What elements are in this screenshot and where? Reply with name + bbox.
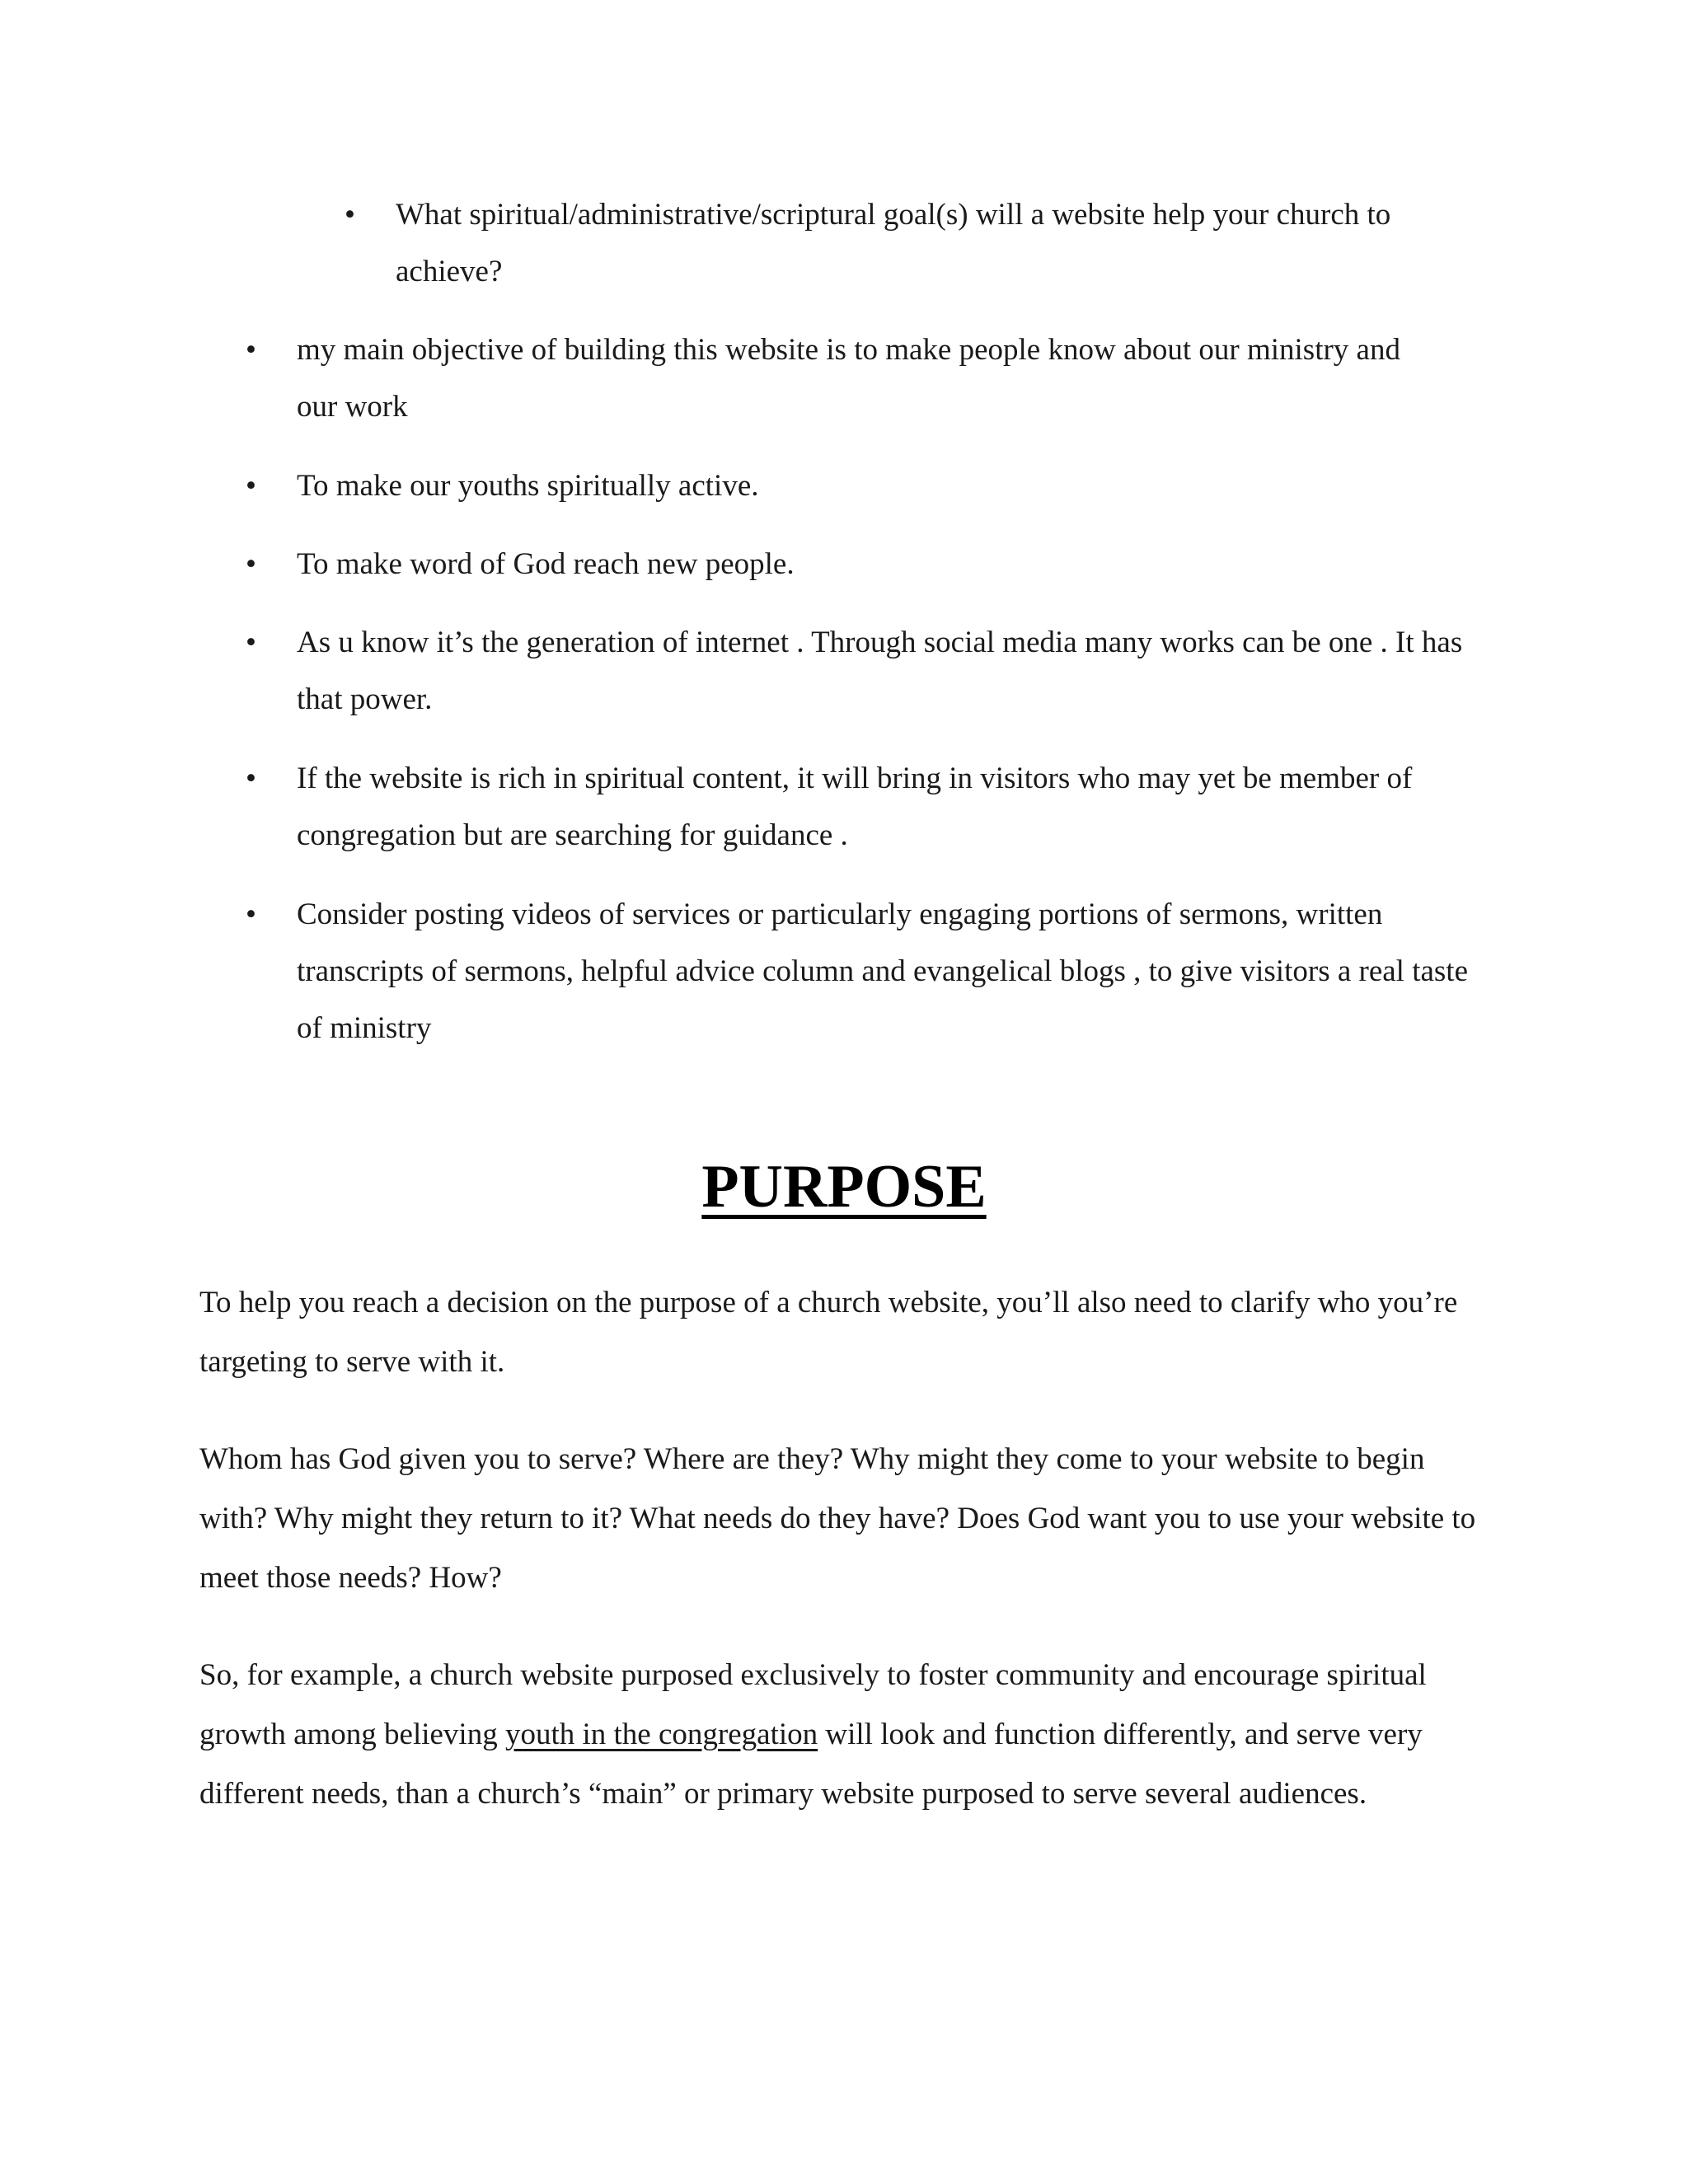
list-item — [246, 321, 1442, 435]
list-item-text: To make word of God reach new people. — [297, 547, 795, 581]
bullet-marker: • — [246, 547, 256, 581]
list-item — [246, 536, 1459, 593]
bullet-marker: • — [246, 626, 256, 659]
paragraph-text: Whom has God given you to serve? Where are they? Why might they come to your website to begin with? Why might they return to it? What needs do they have? Does God want you to use your website to meet those needs? How? — [199, 1442, 1476, 1595]
paragraph — [199, 1646, 1493, 1824]
list-item-text: As u know it’s the generation of internet . Through social media many works can be one . It has that power. — [297, 626, 1463, 716]
list-item — [246, 750, 1475, 864]
bullet-marker: • — [246, 898, 256, 931]
list-item — [246, 886, 1475, 1057]
bullet-marker: • — [345, 198, 355, 232]
paragraph-text: To help you reach a decision on the purpose of a church website, you’ll also need to clarify who you’re targeting to serve with it. — [199, 1286, 1458, 1379]
bullet-marker: • — [246, 333, 256, 367]
list-item-text: my main objective of building this website is to make people know about our ministry and our work — [297, 333, 1400, 424]
list-item-text: Consider posting videos of services or particularly engaging portions of sermons, written transcripts of sermons, helpful advice column and evangelical blogs , to give visitors a real taste of ministry — [297, 898, 1469, 1045]
list-item — [246, 614, 1475, 728]
section-heading: PURPOSE — [701, 1153, 987, 1221]
list-item-text: If the website is rich in spiritual content, it will bring in visitors who may yet be member of congregation but are searching for guidance . — [297, 762, 1413, 852]
list-item-text: To make our youths spiritually active. — [297, 469, 759, 503]
list-item-text: What spiritual/administrative/scriptural goal(s) will a website help your church to achieve? — [396, 198, 1391, 288]
list-item — [345, 186, 1459, 300]
paragraph-text: So, for example, a church website purposed exclusively to foster community and encourage spiritual growth among believing — [199, 1658, 1427, 1751]
paragraph — [199, 1430, 1493, 1608]
youth-congregation-link[interactable]: youth in the congregation — [504, 1718, 818, 1751]
bullet-marker: • — [246, 469, 256, 503]
bullet-marker: • — [246, 762, 256, 795]
paragraph — [199, 1273, 1493, 1392]
list-item — [246, 457, 1459, 514]
paragraph-text: will look and function differently, and serve very different needs, than a church’s “main” or primary website purposed to serve several audiences. — [199, 1718, 1423, 1811]
